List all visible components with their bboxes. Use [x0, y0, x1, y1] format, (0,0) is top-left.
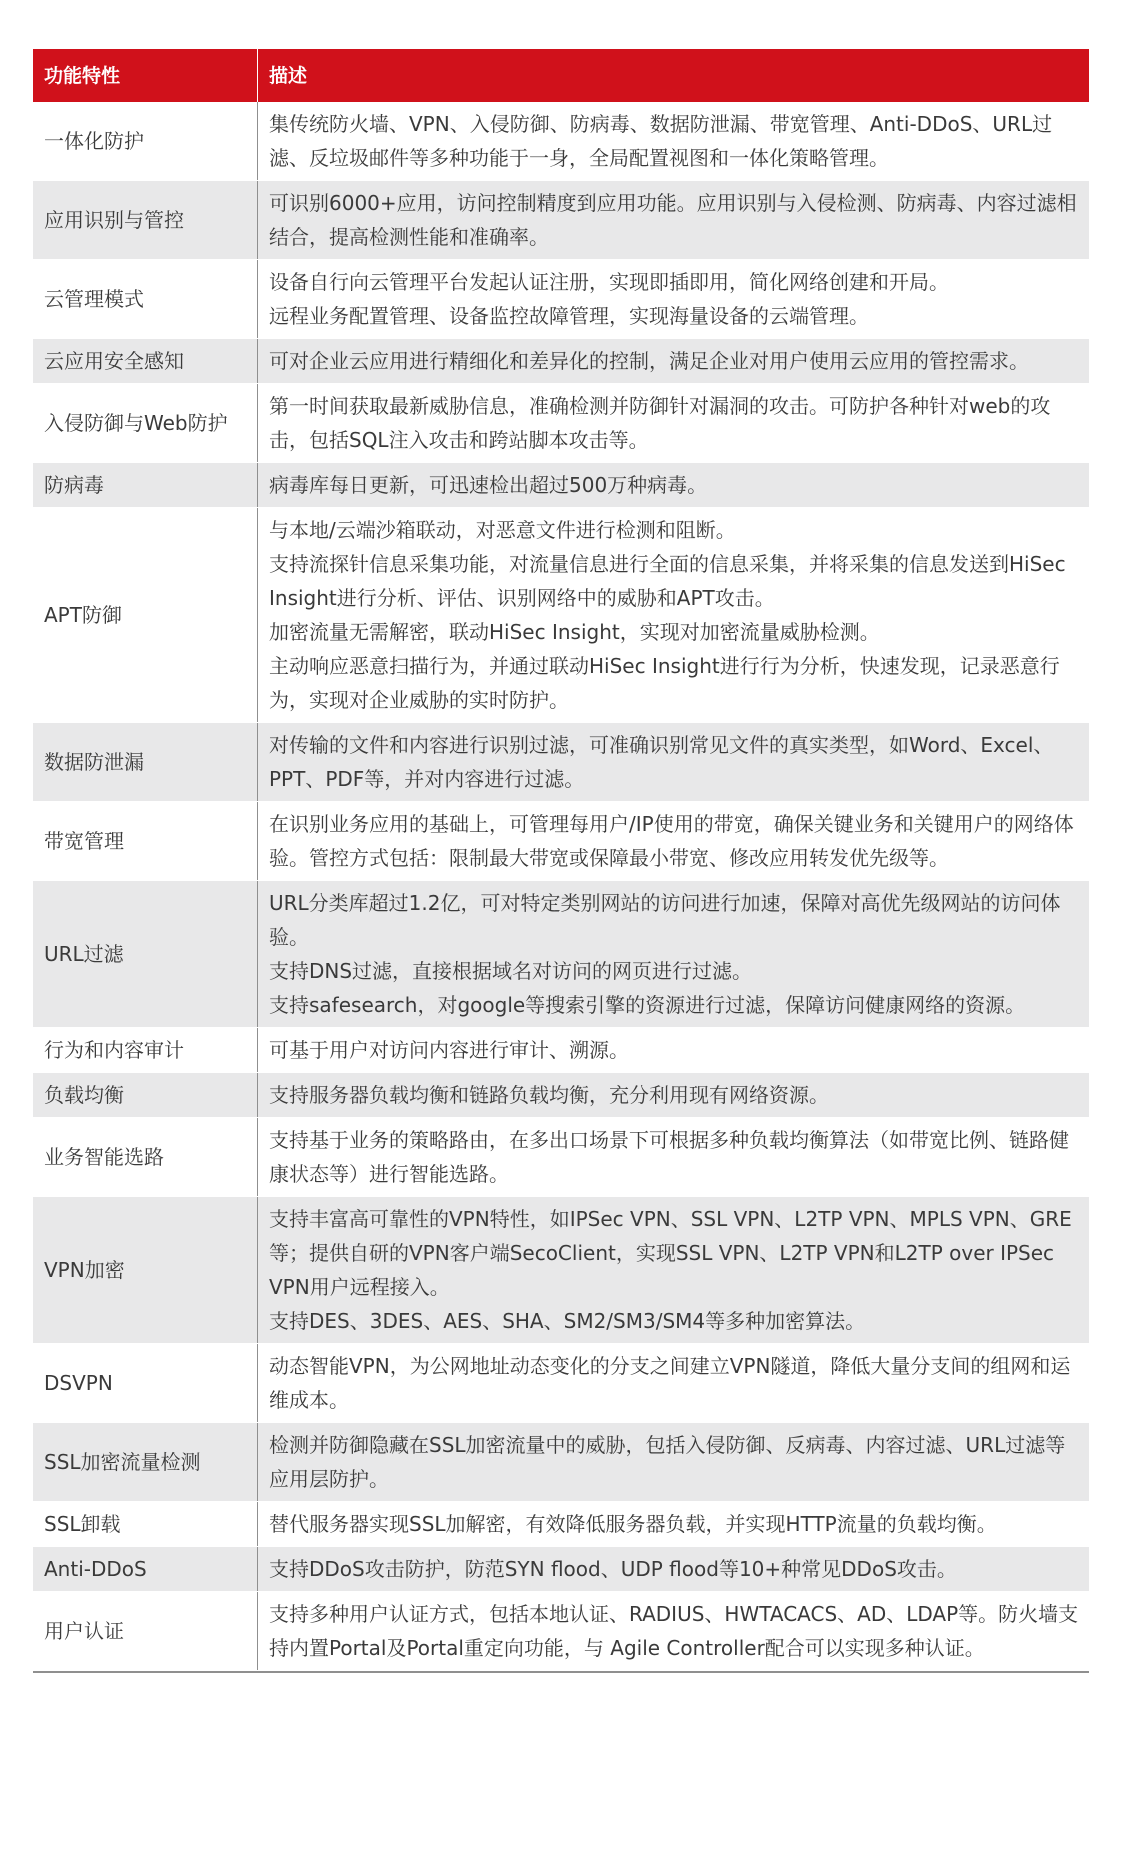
description-line: 可识别6000+应用，访问控制精度到应用功能。应用识别与入侵检测、防病毒、内容过滤相结合，提高检测性能和准确率。 — [269, 191, 1077, 249]
feature-description — [258, 181, 1089, 259]
table-row — [33, 1073, 1089, 1118]
description-line: 支持多种用户认证方式，包括本地认证、RADIUS、HWTACACS、AD、LDAP等。防火墙支持内置Portal及Portal重定向功能，与 Agile Controller配合可以实现多种认证。 — [269, 1602, 1079, 1660]
table-row — [33, 1502, 1089, 1547]
feature-description — [258, 463, 1089, 507]
feature-name: APT防御 — [33, 508, 258, 722]
feature-description — [258, 1502, 1089, 1546]
description-line: 主动响应恶意扫描行为，并通过联动HiSec Insight进行行为分析，快速发现，记录恶意行为，实现对企业威胁的实时防护。 — [269, 654, 1060, 712]
table-row — [33, 384, 1089, 463]
description-line: 动态智能VPN，为公网地址动态变化的分支之间建立VPN隧道，降低大量分支间的组网和运维成本。 — [269, 1354, 1071, 1412]
feature-name: VPN加密 — [33, 1197, 258, 1343]
description-line: 支持丰富高可靠性的VPN特性，如IPSec VPN、SSL VPN、L2TP VPN、MPLS VPN、GRE等；提供自研的VPN客户端SecoClient，实现SSL VPN、L2TP VPN和L2TP over IPSec VPN用户远程接入。 — [269, 1207, 1072, 1299]
feature-description — [258, 508, 1089, 722]
description-line: 支持DES、3DES、AES、SHA、SM2/SM3/SM4等多种加密算法。 — [269, 1309, 866, 1333]
feature-name: SSL加密流量检测 — [33, 1423, 258, 1501]
table-row — [33, 339, 1089, 384]
feature-description — [258, 1028, 1089, 1072]
feature-name: 一体化防护 — [33, 102, 258, 180]
feature-description — [258, 1547, 1089, 1591]
table-row — [33, 802, 1089, 881]
description-line: 支持基于业务的策略路由，在多出口场景下可根据多种负载均衡算法（如带宽比例、链路健康状态等）进行智能选路。 — [269, 1128, 1069, 1186]
description-line: URL分类库超过1.2亿，可对特定类别网站的访问进行加速，保障对高优先级网站的访问体验。 — [269, 891, 1061, 949]
feature-table — [33, 49, 1089, 1673]
feature-description — [258, 802, 1089, 880]
table-body — [33, 102, 1089, 1671]
feature-description — [258, 384, 1089, 462]
table-row — [33, 260, 1089, 339]
table-row — [33, 1344, 1089, 1423]
feature-description — [258, 723, 1089, 801]
feature-description — [258, 1073, 1089, 1117]
feature-description — [258, 1423, 1089, 1501]
header-feature: 功能特性 — [33, 49, 258, 102]
feature-name: 行为和内容审计 — [33, 1028, 258, 1072]
feature-name: Anti-DDoS — [33, 1547, 258, 1591]
feature-description — [258, 339, 1089, 383]
feature-name: 带宽管理 — [33, 802, 258, 880]
description-line: 在识别业务应用的基础上，可管理每用户/IP使用的带宽，确保关键业务和关键用户的网络体验。管控方式包括：限制最大带宽或保障最小带宽、修改应用转发优先级等。 — [269, 812, 1074, 870]
feature-description — [258, 1592, 1089, 1670]
header-description: 描述 — [269, 64, 308, 87]
feature-name: SSL卸载 — [33, 1502, 258, 1546]
description-line: 支持服务器负载均衡和链路负载均衡，充分利用现有网络资源。 — [269, 1083, 829, 1107]
feature-name: DSVPN — [33, 1344, 258, 1422]
table-header — [33, 49, 1089, 102]
description-line: 支持流探针信息采集功能，对流量信息进行全面的信息采集，并将采集的信息发送到HiSec Insight进行分析、评估、识别网络中的威胁和APT攻击。 — [269, 552, 1066, 610]
description-line: 第一时间获取最新威胁信息，准确检测并防御针对漏洞的攻击。可防护各种针对web的攻击，包括SQL注入攻击和跨站脚本攻击等。 — [269, 394, 1051, 452]
description-line: 支持DDoS攻击防护，防范SYN flood、UDP flood等10+种常见DDoS攻击。 — [269, 1557, 957, 1581]
description-line: 加密流量无需解密，联动HiSec Insight，实现对加密流量威胁检测。 — [269, 620, 880, 644]
feature-name: 业务智能选路 — [33, 1118, 258, 1196]
table-row — [33, 463, 1089, 508]
table-row — [33, 508, 1089, 723]
table-row — [33, 1547, 1089, 1592]
description-line: 与本地/云端沙箱联动，对恶意文件进行检测和阻断。 — [269, 518, 736, 542]
description-line: 设备自行向云管理平台发起认证注册，实现即插即用，简化网络创建和开局。 — [269, 270, 949, 294]
description-line: 病毒库每日更新，可迅速检出超过500万种病毒。 — [269, 473, 708, 497]
table-row — [33, 723, 1089, 802]
feature-name: 入侵防御与Web防护 — [33, 384, 258, 462]
table-row — [33, 1423, 1089, 1502]
feature-description — [258, 1118, 1089, 1196]
table-row — [33, 1118, 1089, 1197]
feature-name: 应用识别与管控 — [33, 181, 258, 259]
bottom-divider — [33, 1671, 1089, 1673]
feature-name: URL过滤 — [33, 881, 258, 1027]
description-line: 替代服务器实现SSL加解密，有效降低服务器负载，并实现HTTP流量的负载均衡。 — [269, 1512, 997, 1536]
feature-name: 云管理模式 — [33, 260, 258, 338]
feature-name: 用户认证 — [33, 1592, 258, 1670]
feature-description — [258, 102, 1089, 180]
table-row — [33, 1197, 1089, 1344]
description-line: 检测并防御隐藏在SSL加密流量中的威胁，包括入侵防御、反病毒、内容过滤、URL过滤等应用层防护。 — [269, 1433, 1066, 1491]
feature-description — [258, 1344, 1089, 1422]
feature-name: 负载均衡 — [33, 1073, 258, 1117]
description-line: 支持safesearch，对google等搜索引擎的资源进行过滤，保障访问健康网络的资源。 — [269, 993, 1026, 1017]
description-line: 对传输的文件和内容进行识别过滤，可准确识别常见文件的真实类型，如Word、Excel、PPT、PDF等，并对内容进行过滤。 — [269, 733, 1054, 791]
feature-description — [258, 881, 1089, 1027]
table-row — [33, 1592, 1089, 1671]
description-line: 可对企业云应用进行精细化和差异化的控制，满足企业对用户使用云应用的管控需求。 — [269, 349, 1029, 373]
table-row — [33, 102, 1089, 181]
table-row — [33, 1028, 1089, 1073]
description-line: 远程业务配置管理、设备监控故障管理，实现海量设备的云端管理。 — [269, 304, 869, 328]
table-row — [33, 881, 1089, 1028]
feature-description — [258, 1197, 1089, 1343]
feature-name: 数据防泄漏 — [33, 723, 258, 801]
description-line: 支持DNS过滤，直接根据域名对访问的网页进行过滤。 — [269, 959, 753, 983]
feature-description — [258, 260, 1089, 338]
table-row — [33, 181, 1089, 260]
feature-name: 防病毒 — [33, 463, 258, 507]
description-line: 可基于用户对访问内容进行审计、溯源。 — [269, 1038, 629, 1062]
feature-name: 云应用安全感知 — [33, 339, 258, 383]
description-line: 集传统防火墙、VPN、入侵防御、防病毒、数据防泄漏、带宽管理、Anti-DDoS、URL过滤、反垃圾邮件等多种功能于一身，全局配置视图和一体化策略管理。 — [269, 112, 1053, 170]
